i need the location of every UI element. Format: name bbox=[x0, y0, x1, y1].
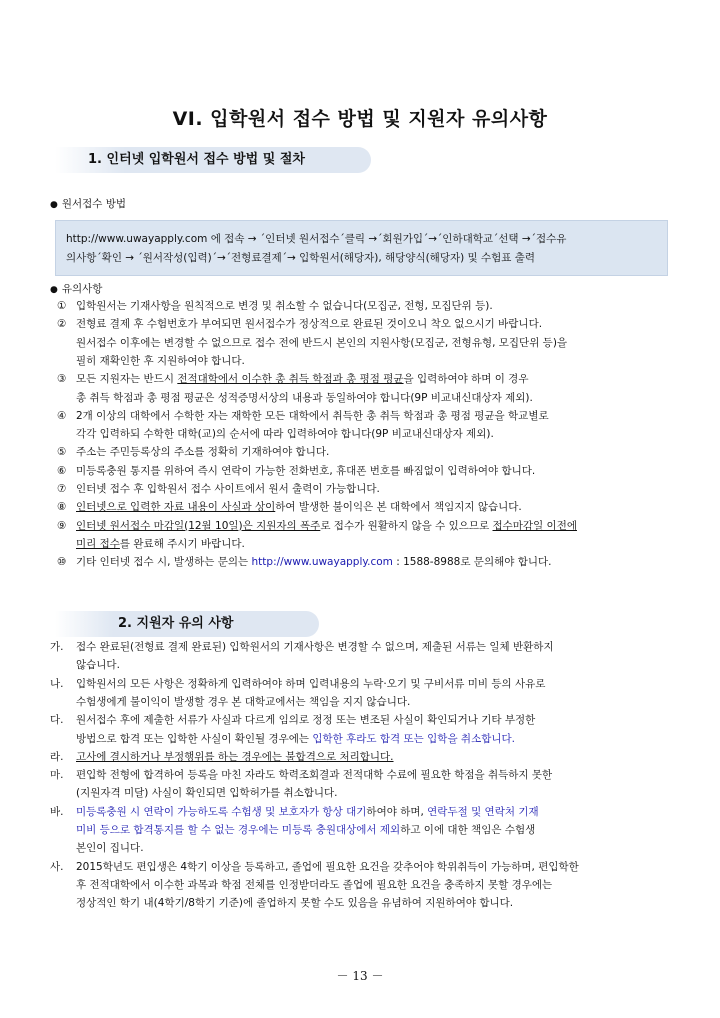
item-number: ⑦ bbox=[57, 483, 67, 495]
applicant-note-line bbox=[76, 823, 535, 838]
item-text: 주소는 주민등록상의 주소를 정확히 기재하여야 합니다. bbox=[76, 446, 330, 459]
item-text: 접수마감일 이전에 bbox=[492, 519, 577, 532]
applicant-note-line bbox=[50, 713, 535, 728]
item-text: 입학한 후라도 합격 또는 입학을 취소합니다. bbox=[312, 732, 515, 745]
item-text: 로 접수가 원활하지 않을 수 있으므로 bbox=[320, 519, 493, 532]
item-number: 마. bbox=[50, 769, 64, 782]
item-text: 각각 입력하되 수학한 대학(교)의 순서에 따라 입력하여야 합니다(9P 비교내신대상자 제외). bbox=[76, 428, 494, 441]
item-text: 필히 재확인한 후 지원하여야 합니다. bbox=[76, 354, 245, 367]
applicant-note-line bbox=[76, 732, 515, 747]
item-text: 미비 등으로 합격통지를 할 수 없는 경우에는 미등록 충원대상에서 제외 bbox=[76, 824, 401, 836]
applicant-note-line bbox=[76, 841, 144, 856]
item-number: ③ bbox=[57, 373, 67, 386]
method-line-1: http://www.uwayapply.com 에 접속 → ´인터넷 원서접수´클릭 →´회원가입´→´인하대학교´선택 →´접수유 bbox=[66, 233, 567, 245]
item-text: : 1588-8988로 문의해야 합니다. bbox=[392, 556, 552, 569]
applicant-note-line bbox=[50, 750, 394, 765]
applicant-note-line bbox=[76, 896, 513, 911]
applicant-note-line bbox=[50, 677, 545, 692]
item-text: 2개 이상의 대학에서 수학한 자는 재학한 모든 대학에서 취득한 총 취득 학점과 총 평점 평균을 학교별로 bbox=[76, 409, 549, 422]
item-text: 하여야 하며, bbox=[366, 805, 428, 818]
item-text: 방법으로 합격 또는 입학한 사실이 확인될 경우에는 bbox=[76, 732, 313, 745]
item-number: 라. bbox=[50, 750, 64, 763]
item-text: 고사에 결시하거나 부정행위를 하는 경우에는 불합격으로 처리합니다. bbox=[76, 750, 394, 763]
item-number: 바. bbox=[50, 805, 64, 818]
applicant-note-line bbox=[50, 805, 539, 820]
item-text: 전적대학에서 이수한 총 취득 학점과 총 평점 평균 bbox=[177, 373, 404, 386]
item-number: 가. bbox=[50, 641, 64, 653]
item-text: 연락두절 및 연락처 기재 bbox=[427, 805, 539, 818]
item-text: 전형료 결제 후 수험번호가 부여되면 원서접수가 정상적으로 완료된 것이오니 착오 없으시기 바랍니다. bbox=[76, 318, 543, 331]
item-text: 않습니다. bbox=[76, 659, 120, 672]
item-text: 을 입력하여야 하며 이 경우 bbox=[403, 373, 529, 386]
applicant-note-line bbox=[76, 695, 410, 710]
section-heading-1: 1. 인터넷 입학원서 접수 방법 및 절차 bbox=[55, 147, 371, 173]
item-text: 를 완료해 주시기 바랍니다. bbox=[119, 537, 245, 550]
item-text: 기타 인터넷 접수 시, 발생하는 문의는 bbox=[76, 556, 252, 569]
item-text: 편입학 전형에 합격하여 등록을 마친 자라도 학력조회결과 전적대학 수료에 필요한 학점을 취득하지 못한 bbox=[76, 769, 553, 782]
item-text: (지원자격 미달) 사실이 확인되면 입학허가를 취소합니다. bbox=[76, 787, 338, 800]
item-text: http://www.uwayapply.com bbox=[251, 556, 393, 569]
item-text: 총 취득 학점과 총 평점 평균은 성적증명서상의 내용과 동일하여야 합니다(9P 비교내신대상자 제외). bbox=[76, 391, 533, 404]
item-text: 인터넷 원서접수 마감일(12월 10일)은 지원자의 폭주 bbox=[76, 519, 321, 532]
item-number: ⑤ bbox=[57, 446, 67, 459]
item-text: 원서접수 이후에는 변경할 수 없으므로 접수 전에 반드시 본인의 지원사항(모집군, 전형유형, 모집단위 등)을 bbox=[76, 336, 568, 349]
item-number: ⑨ bbox=[57, 519, 67, 532]
item-text: 하여 발생한 불이익은 본 대학에서 책임지지 않습니다. bbox=[275, 501, 522, 514]
notes-label-text: 유의사항 bbox=[61, 283, 103, 295]
method-line-2: 의사항´확인 → ´원서작성(입력)´→´전형료결제´→ 입학원서(해당자), 해당양식(해당자) 및 수험표 출력 bbox=[66, 252, 536, 264]
item-text: 미리 접수 bbox=[76, 537, 120, 550]
item-text: 2015학년도 편입생은 4학기 이상을 등록하고, 졸업에 필요한 요건을 갖추어야 학위취득이 가능하며, 편입학한 bbox=[76, 860, 579, 873]
bullet-icon: ● bbox=[50, 200, 58, 210]
page-number: － 13 － bbox=[336, 969, 384, 983]
item-text: 입학원서의 모든 사항은 정확하게 입력하여야 하며 입력내용의 누락·오기 및 구비서류 미비 등의 사유로 bbox=[76, 677, 546, 690]
item-text: 원서접수 후에 제출한 서류가 사실과 다르게 임의로 정정 또는 변조된 사실이 확인되거나 기타 부정한 bbox=[76, 714, 536, 727]
item-number: 다. bbox=[50, 714, 64, 727]
applicant-note-line bbox=[50, 860, 579, 875]
page-title: VI. 입학원서 접수 방법 및 지원자 유의사항 bbox=[172, 108, 548, 130]
applicant-note-line bbox=[76, 786, 338, 801]
item-text: 인터넷으로 입력한 자료 내용이 사실과 상이 bbox=[76, 501, 276, 514]
item-text: 인터넷 접수 후 입학원서 접수 사이트에서 원서 출력이 가능합니다. bbox=[76, 483, 380, 495]
item-text: 접수 완료된(전형료 결제 완료된) 입학원서의 기재사항은 변경할 수 없으며, 제출된 서류는 일체 반환하지 bbox=[76, 641, 554, 653]
applicant-note-line bbox=[76, 878, 552, 893]
section-heading-2: 2. 지원자 유의 사항 bbox=[55, 611, 319, 637]
item-number: ⑧ bbox=[57, 501, 67, 514]
item-number: ⑩ bbox=[57, 556, 67, 569]
item-number: ① bbox=[57, 300, 67, 312]
item-number: ② bbox=[57, 318, 67, 331]
method-label-text: 원서접수 방법 bbox=[61, 198, 127, 210]
applicant-note-line bbox=[50, 768, 552, 783]
bullet-icon: ● bbox=[50, 285, 58, 295]
item-text: 미등록충원 시 연락이 가능하도록 수험생 및 보호자가 항상 대기 bbox=[76, 805, 367, 818]
applicant-note-line bbox=[76, 658, 120, 673]
item-text: 모든 지원자는 반드시 bbox=[76, 373, 178, 386]
applicant-note-line bbox=[50, 640, 554, 655]
item-text: 본인이 집니다. bbox=[76, 842, 144, 855]
item-text: 미등록충원 통지를 위하여 즉시 연락이 가능한 전화번호, 휴대폰 번호를 빠짐없이 입력하여야 합니다. bbox=[76, 464, 536, 477]
item-text: 하고 이에 대한 책임은 수험생 bbox=[400, 824, 536, 836]
item-number: ⑥ bbox=[57, 464, 67, 477]
item-text: 후 전적대학에서 이수한 과목과 학점 전체를 인정받더라도 졸업에 필요한 요건을 충족하지 못할 경우에는 bbox=[76, 878, 553, 891]
item-number: ④ bbox=[57, 409, 67, 422]
item-number: 사. bbox=[50, 860, 64, 873]
item-text: 정상적인 학기 내(4학기/8학기 기준)에 졸업하지 못할 수도 있음을 유념하여 지원하여야 합니다. bbox=[76, 897, 514, 910]
item-text: 수험생에게 불이익이 발생할 경우 본 대학교에서는 책임을 지지 않습니다. bbox=[76, 695, 411, 708]
item-text: 입학원서는 기재사항을 원칙적으로 변경 및 취소할 수 없습니다(모집군, 전형, 모집단위 등). bbox=[76, 300, 493, 312]
item-number: 나. bbox=[50, 677, 64, 690]
